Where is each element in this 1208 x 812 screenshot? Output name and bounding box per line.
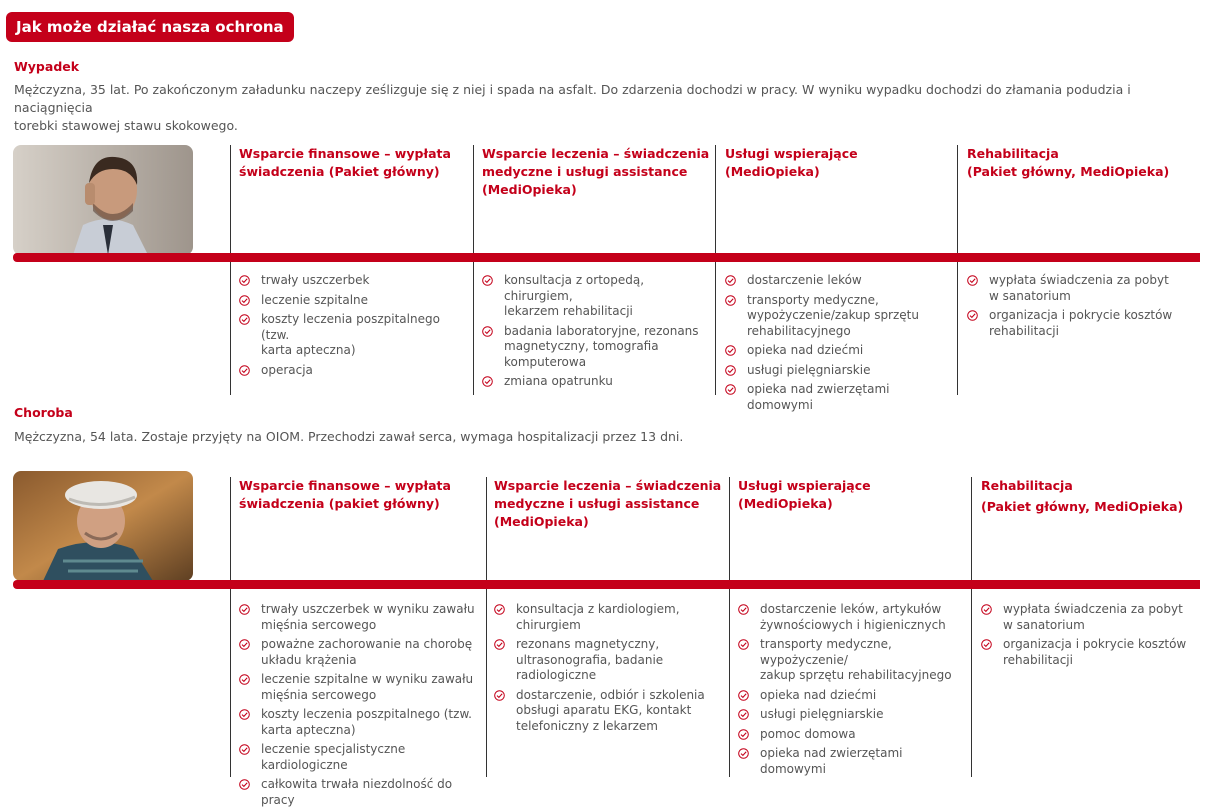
column-header-rehab: Rehabilitacja (Pakiet główny, MediOpieka) <box>967 146 1170 179</box>
description-line: torebki stawowej stawu skokowego. <box>14 118 238 133</box>
check-circle-icon <box>239 639 250 650</box>
benefit-list-support <box>738 602 970 781</box>
benefit-item-text: żywnościowych i higienicznych <box>760 617 946 632</box>
column-header-treatment: Wsparcie leczenia – świadczenia medyczne i usługi assistance (MediOpieka) <box>494 478 722 529</box>
check-circle-icon <box>738 748 749 759</box>
benefit-item-text: rehabilitacji <box>1003 652 1073 667</box>
benefit-item <box>239 312 471 359</box>
column-header-rehab: Rehabilitacja (Pakiet główny, MediOpieka) <box>981 478 1184 514</box>
check-circle-icon <box>239 779 250 790</box>
benefit-item-text: opieka nad dziećmi <box>747 343 864 357</box>
benefit-item-text: rehabilitacyjnego <box>747 323 851 338</box>
benefit-list-support <box>725 273 955 417</box>
column-header-financial: Wsparcie finansowe – wypłata świadczenia (Pakiet główny) <box>239 146 451 179</box>
check-circle-icon <box>738 709 749 720</box>
benefit-item <box>494 602 726 633</box>
column-divider <box>729 477 730 777</box>
check-circle-icon <box>494 690 505 701</box>
check-circle-icon <box>725 275 736 286</box>
case-heading-accident: Wypadek <box>14 59 80 74</box>
benefit-item <box>725 273 955 289</box>
benefit-item-text: zakup sprzętu rehabilitacyjnego <box>760 668 952 682</box>
benefit-item-text: w sanatorium <box>989 288 1071 303</box>
benefit-item <box>725 293 955 340</box>
column-divider <box>971 477 972 777</box>
benefit-item-text: dostarczenie leków, artykułów <box>760 602 942 616</box>
check-circle-icon <box>738 604 749 615</box>
benefit-item <box>981 637 1201 668</box>
benefit-item-text: konsultacja z kardiologiem, <box>516 602 680 616</box>
benefit-item-text: karta apteczna) <box>261 343 356 357</box>
benefit-item-text: usługi pielęgniarskie <box>760 707 884 721</box>
benefit-list-financial <box>239 273 471 382</box>
benefit-item-text: operacja <box>261 362 313 377</box>
check-circle-icon <box>239 709 250 720</box>
benefit-item <box>738 707 970 723</box>
check-circle-icon <box>981 604 992 615</box>
column-divider <box>957 145 958 395</box>
photo-older-man-cap <box>13 471 193 581</box>
check-circle-icon <box>239 314 250 325</box>
check-circle-icon <box>738 729 749 740</box>
red-divider-bar <box>13 580 1200 589</box>
check-circle-icon <box>239 744 250 755</box>
benefit-item-text: komputerowa <box>504 354 587 369</box>
benefit-item-text: ultrasonografia, badanie <box>516 652 664 667</box>
check-circle-icon <box>725 295 736 306</box>
benefit-item-text: leczenie specjalistyczne kardiologiczne <box>261 742 406 772</box>
column-divider <box>473 145 474 395</box>
benefit-item-text: opieka nad zwierzętami domowymi <box>760 746 903 776</box>
check-circle-icon <box>725 384 736 395</box>
benefit-item <box>725 363 955 379</box>
benefit-item <box>738 602 970 633</box>
benefit-item-text: telefoniczny z lekarzem <box>516 718 658 733</box>
check-circle-icon <box>725 365 736 376</box>
benefit-item <box>981 602 1201 633</box>
red-divider-bar <box>13 253 1200 262</box>
benefit-list-treatment <box>494 602 726 738</box>
description-line: Mężczyzna, 35 lat. Po zakończonym załadunku naczepy ześlizguje się z niej i spada na asfalt. Do zdarzenia dochodzi w pracy. W wyniku wypadku dochodzi do złamania podudzia i naciągnięcia <box>14 82 1131 115</box>
check-circle-icon <box>494 604 505 615</box>
check-circle-icon <box>239 604 250 615</box>
benefit-list-rehab <box>981 602 1201 672</box>
column-header-support: Usługi wspierające (MediOpieka) <box>738 478 871 511</box>
page-title: Jak może działać nasza ochrona <box>6 12 294 42</box>
description-line: Mężczyzna, 54 lata. Zostaje przyjęty na OIOM. Przechodzi zawał serca, wymaga hospitalizacji przez 13 dni. <box>14 429 684 444</box>
case-description-accident <box>14 81 1208 135</box>
check-circle-icon <box>738 639 749 650</box>
check-circle-icon <box>482 376 493 387</box>
check-circle-icon <box>239 674 250 685</box>
benefit-item-text: rehabilitacji <box>989 323 1059 338</box>
benefit-item-text: konsultacja z ortopedą, chirurgiem, <box>504 273 645 303</box>
benefit-item <box>239 672 484 703</box>
benefit-list-treatment <box>482 273 712 394</box>
benefit-list-financial <box>239 602 484 812</box>
benefit-item <box>494 688 726 735</box>
benefit-item-text: chirurgiem <box>516 617 581 632</box>
benefit-item <box>738 746 970 777</box>
column-header-support: Usługi wspierające (MediOpieka) <box>725 146 858 179</box>
benefit-item <box>967 308 1197 339</box>
benefit-item <box>239 742 484 773</box>
check-circle-icon <box>967 275 978 286</box>
benefit-item <box>738 727 970 743</box>
benefit-item-text: trwały uszczerbek <box>261 273 370 287</box>
column-divider <box>230 477 231 777</box>
benefit-item-text: badania laboratoryjne, rezonans <box>504 323 699 338</box>
check-circle-icon <box>967 310 978 321</box>
benefit-item-text: wypłata świadczenia za pobyt <box>1003 602 1183 616</box>
column-divider <box>230 145 231 395</box>
benefit-item <box>239 293 471 309</box>
benefit-item-text: koszty leczenia poszpitalnego (tzw. <box>261 707 472 721</box>
benefit-item-text: wypłata świadczenia za pobyt <box>989 273 1169 287</box>
benefit-item-text: dostarczenie, odbiór i szkolenia <box>516 687 705 702</box>
benefit-item-text: pomoc domowa <box>760 726 856 741</box>
check-circle-icon <box>738 690 749 701</box>
benefit-item <box>494 637 726 684</box>
case-heading-illness: Choroba <box>14 405 73 420</box>
benefit-item-text: leczenie szpitalne <box>261 292 369 307</box>
benefit-item-text: trwały uszczerbek w wyniku zawału <box>261 602 475 616</box>
benefit-item <box>482 273 712 320</box>
benefit-item-text: organizacja i pokrycie kosztów <box>1003 637 1187 651</box>
benefit-item-text: wypożyczenie/zakup sprzętu <box>747 308 919 322</box>
benefit-item-text: radiologiczne <box>516 668 597 682</box>
benefit-item-text: obsługi aparatu EKG, kontakt <box>516 703 692 717</box>
check-circle-icon <box>494 639 505 650</box>
column-header-treatment: Wsparcie leczenia – świadczenia medyczne i usługi assistance (MediOpieka) <box>482 146 710 197</box>
benefit-list-rehab <box>967 273 1197 343</box>
benefit-item-text: karta apteczna) <box>261 722 356 737</box>
benefit-item <box>725 343 955 359</box>
benefit-item-text: mięśnia sercowego <box>261 617 377 632</box>
column-divider <box>486 477 487 777</box>
check-circle-icon <box>725 345 736 356</box>
benefit-item <box>738 688 970 704</box>
benefit-item-text: mięśnia sercowego <box>261 687 377 702</box>
benefit-item-text: koszty leczenia poszpitalnego (tzw. <box>261 312 440 342</box>
benefit-item <box>239 637 484 668</box>
benefit-item-text: rezonans magnetyczny, <box>516 637 660 651</box>
benefit-item <box>239 777 484 808</box>
benefit-item-text: leczenie szpitalne w wyniku zawału <box>261 672 474 686</box>
benefit-item-text: całkowita trwała niezdolność do pracy <box>261 777 453 807</box>
benefit-item-text: zmiana opatrunku <box>504 374 613 388</box>
column-divider <box>715 145 716 395</box>
benefit-item <box>239 707 484 738</box>
check-circle-icon <box>482 275 493 286</box>
benefit-item <box>967 273 1197 304</box>
benefit-item <box>482 324 712 371</box>
benefit-item-text: w sanatorium <box>1003 617 1085 632</box>
benefit-item-text: opieka nad zwierzętami domowymi <box>747 382 890 412</box>
check-circle-icon <box>239 275 250 286</box>
benefit-item-text: lekarzem rehabilitacji <box>504 304 633 318</box>
benefit-item-text: poważne zachorowanie na chorobę <box>261 637 473 651</box>
benefit-item-text: układu krążenia <box>261 652 357 667</box>
benefit-item-text: transporty medyczne, <box>747 292 879 307</box>
benefit-item <box>239 363 471 379</box>
photo-young-man-phone <box>13 145 193 255</box>
column-header-financial: Wsparcie finansowe – wypłata świadczenia (pakiet główny) <box>239 478 451 511</box>
check-circle-icon <box>239 295 250 306</box>
benefit-item <box>725 382 955 413</box>
benefit-item-text: magnetyczny, tomografia <box>504 339 659 353</box>
benefit-item-text: transporty medyczne, wypożyczenie/ <box>760 637 892 667</box>
benefit-item <box>239 602 484 633</box>
benefit-item <box>482 374 712 390</box>
benefit-item-text: opieka nad dziećmi <box>760 687 877 702</box>
check-circle-icon <box>239 365 250 376</box>
benefit-item-text: dostarczenie leków <box>747 273 862 287</box>
benefit-item-text: organizacja i pokrycie kosztów <box>989 308 1173 322</box>
benefit-item <box>738 637 970 684</box>
check-circle-icon <box>482 326 493 337</box>
check-circle-icon <box>981 639 992 650</box>
benefit-item-text: usługi pielęgniarskie <box>747 362 871 377</box>
benefit-item <box>239 273 471 289</box>
case-description-illness <box>14 428 683 446</box>
